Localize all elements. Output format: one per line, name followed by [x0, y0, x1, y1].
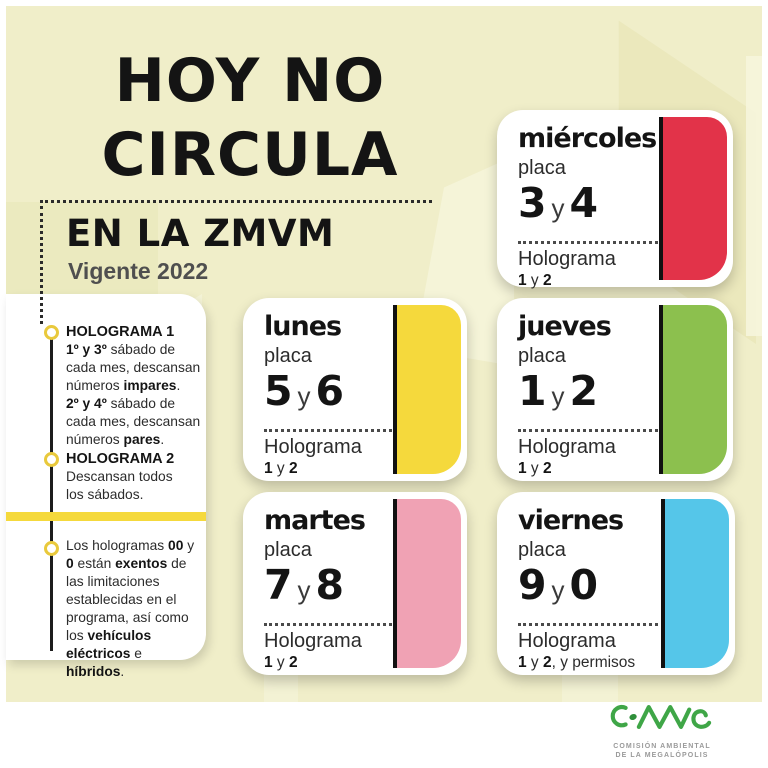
- digit-2: 8: [315, 561, 345, 609]
- exempt-note-body: Los hologramas 00 y 0 están exentos de las limitaciones establecidas en el programa, así como los vehículos eléctricos e híbridos.: [66, 538, 195, 679]
- placa-digits: [264, 562, 391, 618]
- placa-label: placa: [518, 539, 566, 561]
- digit-1: 1: [518, 367, 547, 415]
- holograma-1-body: 1º y 3º sábado de cada mes, descansan números impares. 2º y 4º sábado de cada mes, descansan números pares.: [66, 342, 201, 447]
- holograma-value: 1 y 2: [264, 460, 298, 477]
- day-name: viernes: [518, 505, 624, 536]
- day-color-block: [397, 499, 461, 668]
- org-name-line-1: COMISIÓN AMBIENTAL: [613, 743, 711, 750]
- color-strip: [659, 117, 727, 280]
- day-card-viernes: [497, 492, 735, 675]
- day-name: miércoles: [518, 123, 657, 154]
- day-name: jueves: [518, 311, 611, 342]
- digit-2: 6: [315, 367, 345, 415]
- page-title: [64, 44, 436, 192]
- day-name: martes: [264, 505, 365, 536]
- color-strip: [661, 499, 729, 668]
- placa-label: placa: [518, 157, 566, 179]
- placa-digits: [518, 180, 657, 236]
- holograma-2-heading: HOLOGRAMA 2: [66, 451, 175, 467]
- day-name: lunes: [264, 311, 342, 342]
- dotted-separator: [518, 623, 664, 626]
- dotted-separator: [264, 429, 410, 432]
- holograma-1-heading: HOLOGRAMA 1: [66, 324, 175, 340]
- org-name-line-2: DE LA MEGALÓPOLIS: [615, 752, 709, 759]
- holograma-label: Holograma: [518, 630, 616, 652]
- digit-2: 2: [569, 367, 599, 415]
- placa-label: placa: [264, 539, 312, 561]
- day-color-block: [397, 305, 461, 474]
- color-strip: [393, 305, 461, 474]
- digit-2: 0: [569, 561, 599, 609]
- digit-1: 3: [518, 179, 547, 227]
- digit-1: 5: [264, 367, 293, 415]
- day-color-block: [663, 305, 727, 474]
- holograma-label: Holograma: [518, 248, 616, 270]
- holograma-label: Holograma: [518, 436, 616, 458]
- day-color-block: [663, 117, 727, 280]
- holograma-label: Holograma: [264, 630, 362, 652]
- digit-2: 4: [569, 179, 599, 227]
- came-logo-block: [600, 697, 724, 760]
- dotted-separator: [264, 623, 410, 626]
- conjunction: y: [551, 193, 565, 223]
- day-card-lunes: [243, 298, 467, 481]
- placa-label: placa: [264, 345, 312, 367]
- timeline-line: [50, 331, 53, 651]
- holograma-value: 1 y 2: [264, 654, 298, 671]
- placa-digits: [518, 368, 657, 424]
- bullet-icon: [44, 325, 59, 340]
- conjunction: y: [297, 381, 311, 411]
- holograma-value: 1 y 2: [518, 460, 552, 477]
- dotted-separator: [518, 241, 664, 244]
- placa-label: placa: [518, 345, 566, 367]
- holograma-1-section: [66, 323, 202, 449]
- holograma-value: 1 y 2, y permisos: [518, 654, 636, 671]
- holograma-2-section: [66, 450, 202, 504]
- conjunction: y: [551, 381, 565, 411]
- digit-1: 7: [264, 561, 293, 609]
- conjunction: y: [297, 575, 311, 605]
- bullet-icon: [44, 541, 59, 556]
- came-logo-icon: [600, 697, 724, 737]
- digit-1: 9: [518, 561, 547, 609]
- day-card-miercoles: [497, 110, 733, 287]
- day-card-martes: [243, 492, 467, 675]
- holograma-value: 1 y 2: [518, 272, 552, 289]
- title-line-1: HOY NO: [114, 46, 386, 116]
- title-line-2: CIRCULA: [101, 120, 399, 190]
- color-strip: [659, 305, 727, 474]
- dotted-divider-vertical: [40, 206, 43, 324]
- holograma-2-body: Descansan todos los sábados.: [66, 469, 173, 502]
- day-color-block: [665, 499, 729, 668]
- placa-digits: [518, 562, 659, 618]
- color-strip: [393, 499, 461, 668]
- holograma-label: Holograma: [264, 436, 362, 458]
- exempt-note-section: [66, 537, 202, 681]
- yellow-divider-bar: [6, 512, 206, 521]
- validity-label: Vigente 2022: [68, 258, 209, 284]
- background-shape: [746, 56, 762, 336]
- conjunction: y: [551, 575, 565, 605]
- dotted-divider-horizontal: [40, 200, 432, 203]
- placa-digits: [264, 368, 391, 424]
- bullet-icon: [44, 452, 59, 467]
- subtitle: EN LA ZMVM: [66, 212, 335, 255]
- dotted-separator: [518, 429, 664, 432]
- day-card-jueves: [497, 298, 733, 481]
- holograma-info-panel: [6, 294, 206, 679]
